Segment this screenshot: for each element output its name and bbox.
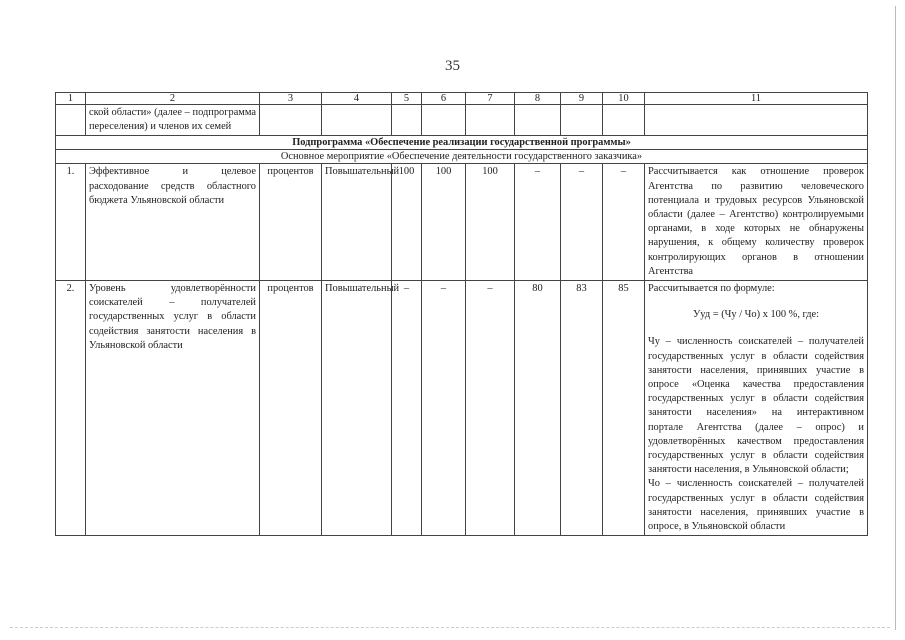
column-number: 8: [515, 93, 561, 105]
row-number: 1.: [56, 164, 86, 281]
column-number: 2: [86, 93, 260, 105]
continuation-row: [56, 105, 868, 136]
value-cell: 100: [392, 164, 422, 281]
method-cho: Чо – численность соискателей – получателей государственных услуг в области содействия занятости населения, принявших участие в опросе, в Ульяновской области: [648, 478, 864, 533]
unit: процентов: [260, 281, 322, 536]
indicators-table: [55, 92, 868, 536]
indicator-type: Повышательный: [322, 281, 392, 536]
column-number: 10: [603, 93, 645, 105]
column-number: 6: [422, 93, 466, 105]
method-intro: Рассчитывается по формуле:: [648, 283, 775, 295]
unit: процентов: [260, 164, 322, 281]
continuation-text: ской области» (далее – подпрограмма переселения) и членов их семей: [86, 105, 260, 136]
value-cell: 100: [466, 164, 515, 281]
column-number-row: [56, 93, 868, 105]
calculation-method: Рассчитывается как отношение проверок Агентства по развитию человеческого потенциала и трудовых ресурсов Ульяновской области (далее – Агентство) контролируемыми органами, в ходе которых не обнаружены нарушения, к общему количеству проверок контролирующих органов в отношении Агентства: [645, 164, 868, 281]
method-chu: Чу – численность соискателей – получателей государственных услуг в области содействия занятости населения, принявших участие в опросе «Оценка качества предоставления государственных услуг в области содействия занятости населения» на интерактивном портале Агентства (далее – опрос) и удовлетворённых качеством предоставления государственных услуг в области содействия занятости населения, в Ульяновской области;: [648, 336, 864, 476]
value-cell: –: [392, 281, 422, 536]
indicator-name: Эффективное и целевое расходование средств областного бюджета Ульяновской области: [86, 164, 260, 281]
value-cell: –: [466, 281, 515, 536]
page-bottom-edge: [10, 627, 890, 628]
indicator-type: Повышательный: [322, 164, 392, 281]
value-cell: –: [561, 164, 603, 281]
row-number: 2.: [56, 281, 86, 536]
table-row: [56, 164, 868, 281]
column-number: 7: [466, 93, 515, 105]
table-row: [56, 281, 868, 536]
calculation-method: [645, 281, 868, 536]
column-number: 11: [645, 93, 868, 105]
column-number: 1: [56, 93, 86, 105]
column-number: 9: [561, 93, 603, 105]
value-cell: 80: [515, 281, 561, 536]
column-number: 4: [322, 93, 392, 105]
indicator-name: Уровень удовлетворённости соискателей – получателей государственных услуг в области содействия занятости населения в Ульяновской области: [86, 281, 260, 536]
value-cell: 83: [561, 281, 603, 536]
subprogram-row: [56, 136, 868, 150]
activity-row: [56, 150, 868, 164]
value-cell: –: [422, 281, 466, 536]
activity-title: Основное мероприятие «Обеспечение деятельности государственного заказчика»: [56, 150, 868, 164]
column-number: 3: [260, 93, 322, 105]
value-cell: –: [603, 164, 645, 281]
value-cell: 85: [603, 281, 645, 536]
page-number: 35: [445, 58, 460, 74]
value-cell: 100: [422, 164, 466, 281]
value-cell: –: [515, 164, 561, 281]
column-number: 5: [392, 93, 422, 105]
subprogram-title: Подпрограмма «Обеспечение реализации государственной программы»: [56, 136, 868, 150]
formula: Ууд = (Чу / Чо) х 100 %, где:: [692, 309, 820, 321]
